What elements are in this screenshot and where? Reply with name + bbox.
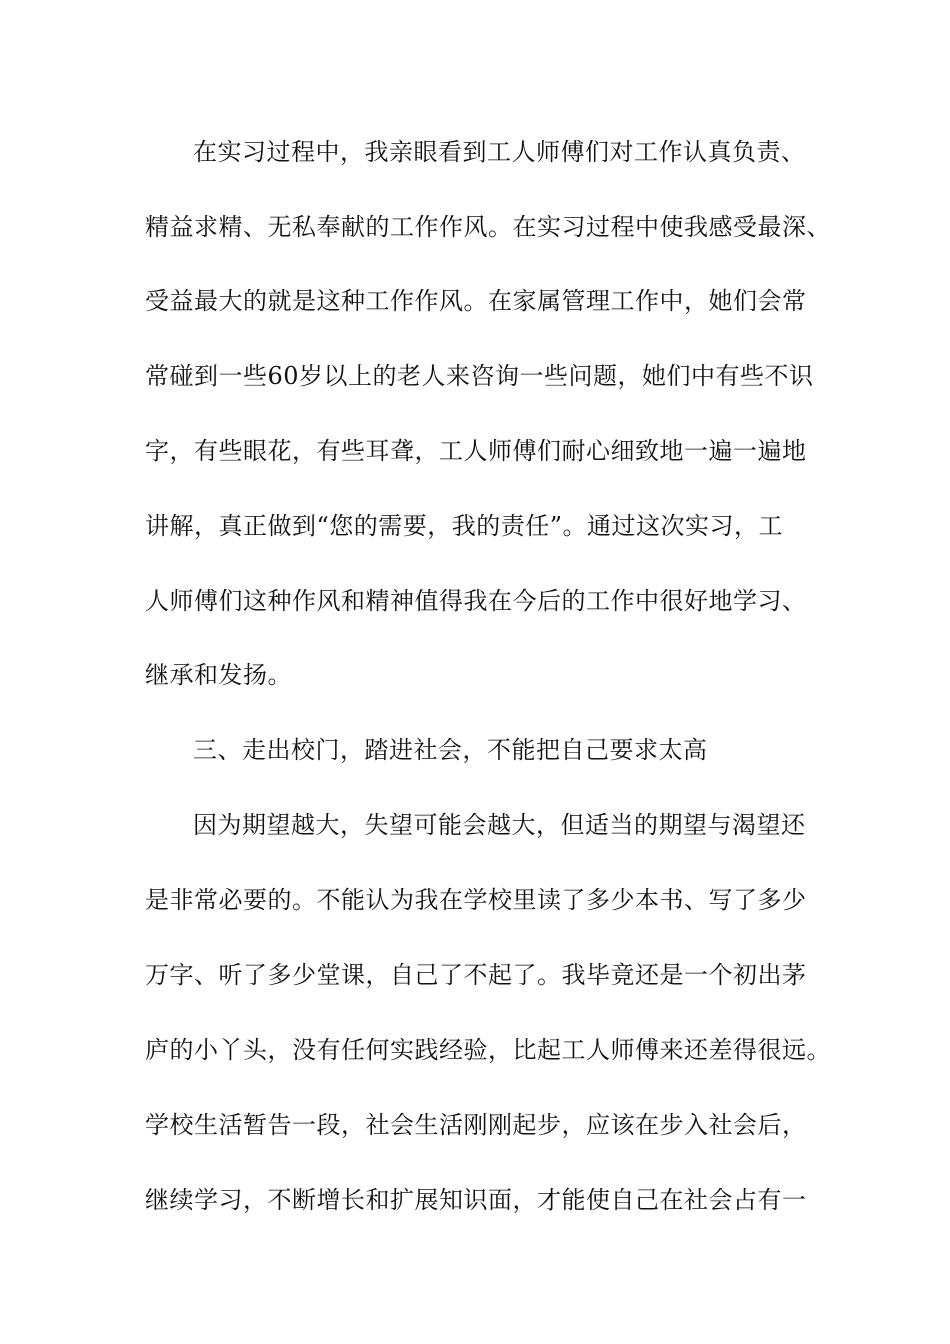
paragraph-line: 继承和发扬。: [145, 661, 292, 689]
paragraph-line: 人师傅们这种作风和精神值得我在今后的工作中很好地学习、: [145, 587, 807, 615]
paragraph-line: 是非常必要的。不能认为我在学校里读了多少本书、写了多少: [145, 886, 807, 914]
paragraph-line: 学校生活暂告一段，社会生活刚刚起步，应该在步入社会后，: [145, 1111, 807, 1139]
paragraph-line: 精益求精、无私奉献的工作作风。在实习过程中使我感受最深、: [145, 213, 831, 241]
section-heading: 三、走出校门，踏进社会，不能把自己要求太高: [193, 736, 708, 764]
paragraph-line: 继续学习，不断增长和扩展知识面，才能使自己在社会占有一: [145, 1186, 807, 1214]
paragraph-line: 受益最大的就是这种工作作风。在家属管理工作中，她们会常: [145, 287, 807, 315]
paragraph-line: 庐的小丫头，没有任何实践经验，比起工人师傅来还差得很远。: [145, 1036, 831, 1064]
paragraph-line: 讲解，真正做到“您的需要，我的责任”。通过这次实习，工: [145, 512, 784, 540]
paragraph-line: 因为期望越大，失望可能会越大，但适当的期望与渴望还: [193, 811, 806, 839]
paragraph-line: 常碰到一些60岁以上的老人来咨询一些问题，她们中有些不识: [145, 362, 814, 390]
paragraph-line: 在实习过程中，我亲眼看到工人师傅们对工作认真负责、: [193, 138, 806, 166]
paragraph-line: 字，有些眼花，有些耳聋，工人师傅们耐心细致地一遍一遍地: [145, 437, 807, 465]
paragraph-line: 万字、听了多少堂课，自己了不起了。我毕竟还是一个初出茅: [145, 961, 807, 989]
